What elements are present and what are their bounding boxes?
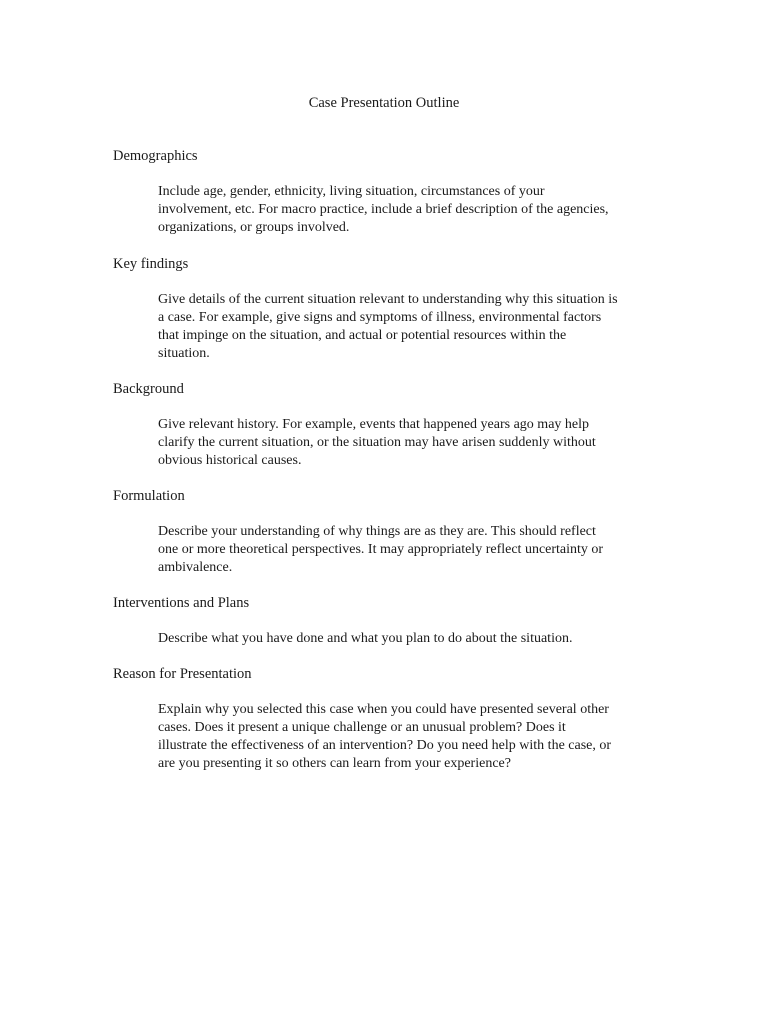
body-line: Give details of the current situation relevant to understanding why this situation is <box>158 292 618 307</box>
body-line: involvement, etc. For macro practice, include a brief description of the agencies, <box>158 202 609 217</box>
section-body <box>158 523 658 577</box>
body-line: organizations, or groups involved. <box>158 220 350 235</box>
section-body <box>158 701 658 773</box>
body-line: Describe what you have done and what you plan to do about the situation. <box>158 631 573 646</box>
section-body <box>158 416 658 470</box>
body-line: Explain why you selected this case when you could have presented several other <box>158 702 609 717</box>
body-line: illustrate the effectiveness of an intervention? Do you need help with the case, or <box>158 738 612 753</box>
body-line: Describe your understanding of why things are as they are. This should reflect <box>158 524 596 539</box>
section-formulation <box>113 487 673 577</box>
section-heading: Formulation <box>113 488 185 504</box>
body-line: situation. <box>158 346 210 361</box>
section-heading: Reason for Presentation <box>113 666 252 682</box>
section-reason-for-presentation <box>113 665 673 773</box>
body-line: ambivalence. <box>158 560 233 575</box>
section-body <box>158 630 658 648</box>
section-body <box>158 183 658 237</box>
body-line: a case. For example, give signs and symptoms of illness, environmental factors <box>158 310 602 325</box>
body-line: that impinge on the situation, and actual or potential resources within the <box>158 328 567 343</box>
body-line: cases. Does it present a unique challenge or an unusual problem? Does it <box>158 720 566 735</box>
body-line: clarify the current situation, or the situation may have arisen suddenly without <box>158 435 596 450</box>
section-heading: Interventions and Plans <box>113 595 250 611</box>
body-line: are you presenting it so others can learn from your experience? <box>158 756 511 771</box>
section-heading: Key findings <box>113 256 189 272</box>
body-line: one or more theoretical perspectives. It may appropriately reflect uncertainty or <box>158 542 604 557</box>
section-background <box>113 380 673 470</box>
body-line: obvious historical causes. <box>158 453 302 468</box>
section-demographics <box>113 147 673 237</box>
document-title-text: Case Presentation Outline <box>308 95 460 111</box>
body-line: Include age, gender, ethnicity, living situation, circumstances of your <box>158 184 545 199</box>
section-body <box>158 291 658 363</box>
body-line: Give relevant history. For example, events that happened years ago may help <box>158 417 590 432</box>
document-title <box>0 94 768 112</box>
section-heading: Background <box>113 381 184 397</box>
section-heading: Demographics <box>113 148 198 164</box>
section-key-findings <box>113 255 673 363</box>
section-interventions-and-plans <box>113 594 673 648</box>
